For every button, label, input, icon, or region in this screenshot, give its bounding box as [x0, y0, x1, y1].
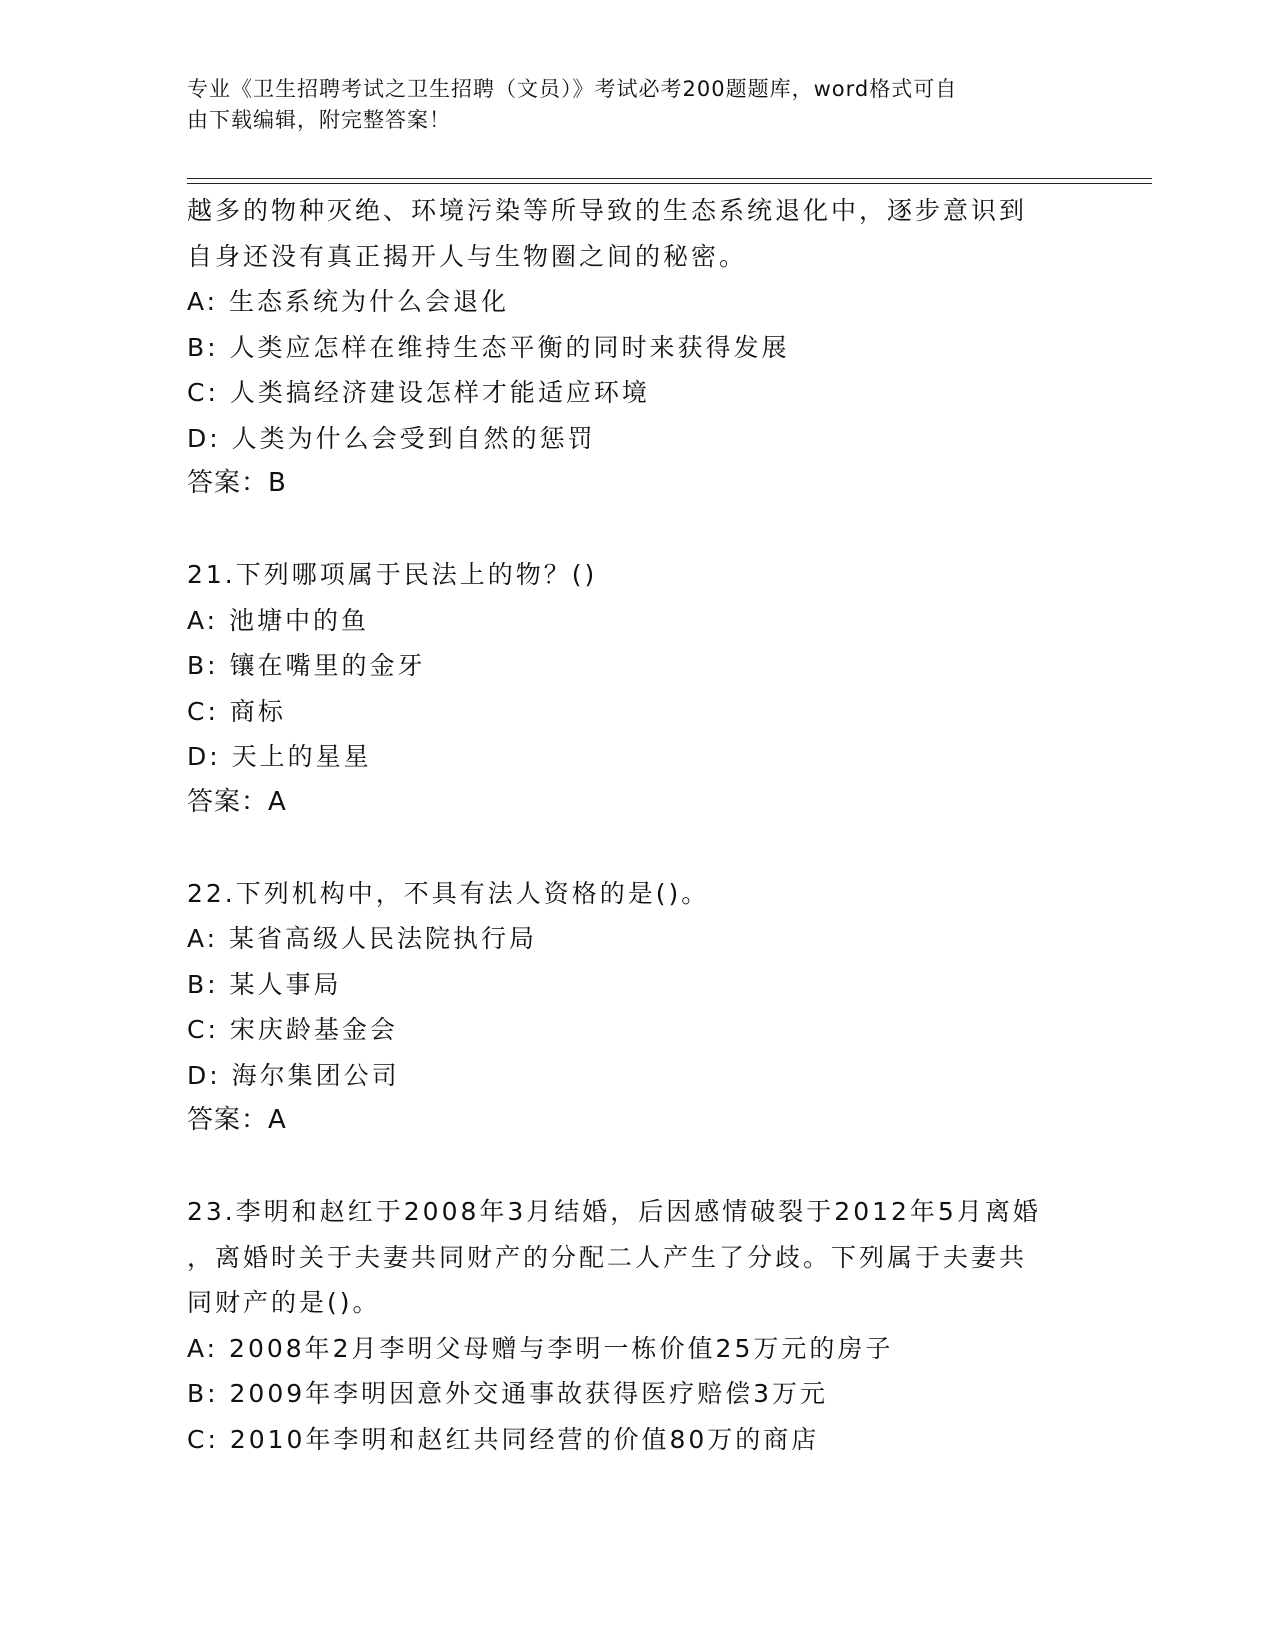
header-divider-top	[187, 178, 1152, 179]
option-a: A: 某省高级人民法院执行局	[187, 924, 538, 953]
option-c: C: 2010年李明和赵红共同经营的价值80万的商店	[187, 1424, 820, 1454]
option-d: D: 天上的星星	[187, 742, 372, 771]
document-body	[187, 188, 1087, 1462]
spacer	[187, 1144, 1087, 1190]
question-stem: 21.下列哪项属于民法上的物？()	[187, 560, 598, 589]
question-21	[187, 552, 1087, 825]
spacer	[187, 825, 1087, 871]
question-stem: 同财产的是()。	[187, 1288, 381, 1317]
option-b: B: 镶在嘴里的金牙	[187, 651, 426, 680]
header-line-1: 专业《卫生招聘考试之卫生招聘（文员）》考试必考200题题库，word格式可自	[187, 77, 958, 101]
answer-line: 答案：A	[187, 786, 287, 817]
question-23	[187, 1189, 1087, 1462]
option-a: A: 生态系统为什么会退化	[187, 287, 510, 316]
header-divider-bottom	[187, 183, 1152, 184]
question-22	[187, 871, 1087, 1144]
spacer	[187, 507, 1087, 553]
option-a: A: 2008年2月李明父母赠与李明一栋价值25万元的房子	[187, 1333, 894, 1363]
question-text-line: 自身还没有真正揭开人与生物圈之间的秘密。	[187, 241, 748, 271]
question-text-line: 越多的物种灭绝、环境污染等所导致的生态系统退化中，逐步意识到	[187, 196, 1028, 225]
header-line-2: 由下载编辑，附完整答案！	[187, 108, 451, 132]
option-a: A: 池塘中的鱼	[187, 605, 370, 635]
option-d: D: 海尔集团公司	[187, 1060, 400, 1090]
question-stem: 23.李明和赵红于2008年3月结婚，后因感情破裂于2012年5月离婚	[187, 1197, 1041, 1226]
question-stem: 22.下列机构中，不具有法人资格的是()。	[187, 878, 710, 908]
option-b: B: 某人事局	[187, 969, 342, 999]
option-d: D: 人类为什么会受到自然的惩罚	[187, 423, 596, 453]
question-stem: ，离婚时关于夫妻共同财产的分配二人产生了分歧。下列属于夫妻共	[187, 1242, 1028, 1272]
option-b: B: 2009年李明因意外交通事故获得医疗赔偿3万元	[187, 1379, 829, 1408]
option-c: C: 商标	[187, 696, 286, 726]
option-b: B: 人类应怎样在维持生态平衡的同时来获得发展	[187, 332, 790, 362]
document-header	[187, 74, 1067, 136]
option-c: C: 人类搞经济建设怎样才能适应环境	[187, 378, 650, 407]
answer-line: 答案：A	[187, 1105, 287, 1135]
option-c: C: 宋庆龄基金会	[187, 1015, 398, 1044]
question-20-continued	[187, 188, 1087, 507]
answer-line: 答案：B	[187, 468, 287, 498]
